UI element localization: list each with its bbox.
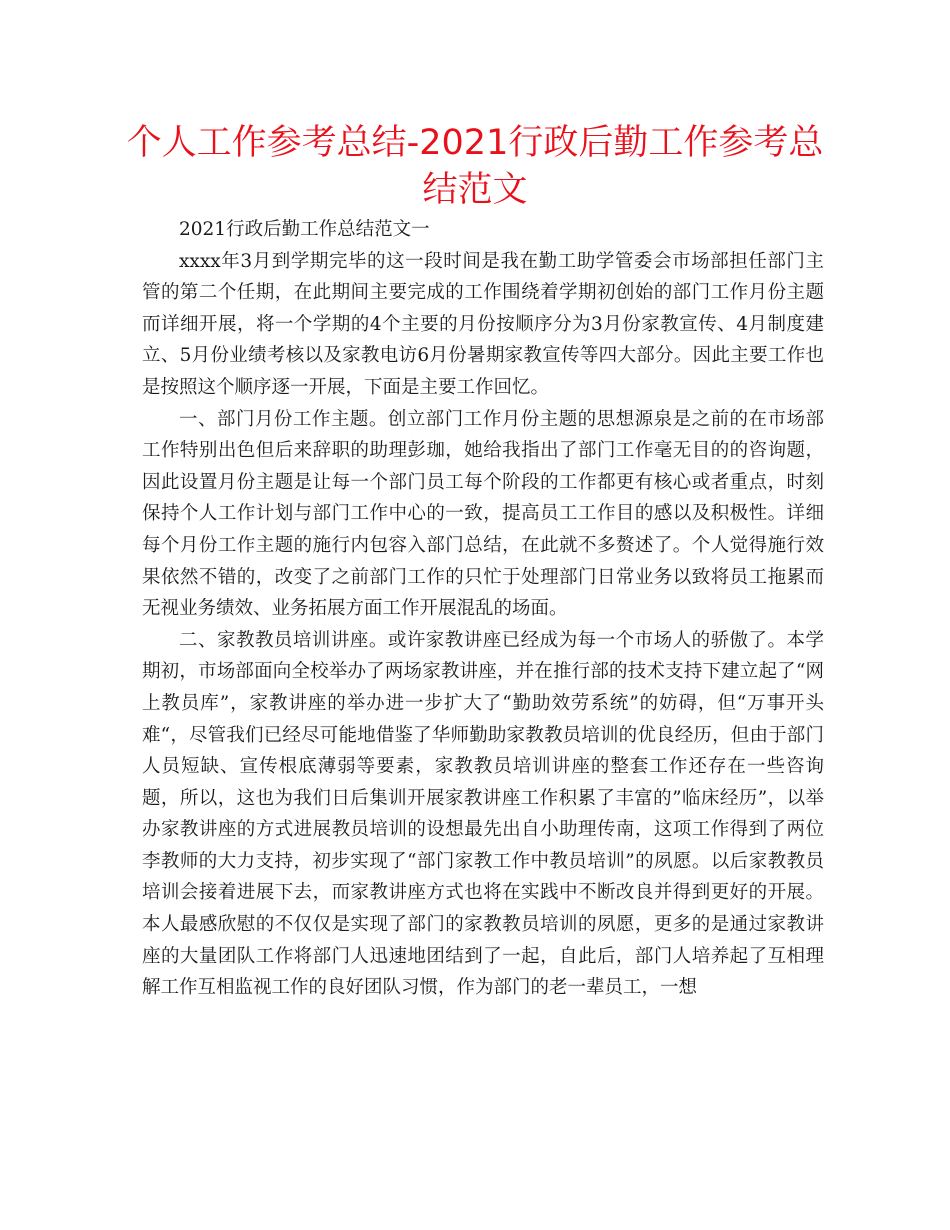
document-body <box>142 214 824 1004</box>
section-subtitle: 2021行政后勤工作总结范文一 <box>179 219 430 240</box>
paragraph-intro: xxxx年3月到学期完毕的这一段时间是我在勤工助学管委会市场部担任部门主管的第二个任期，在此期间主要完成的工作围绕着学期初创始的部门工作月份主题而详细开展，将一个学期的4个主要的月份按顺序分为3月份家教宣传、4月制度建立、5月份业绩考核以及家教电访6月份暑期家教宣传等四大部分。因此主要工作也是按照这个顺序逐一开展，下面是主要工作回忆。 <box>142 250 824 398</box>
paragraph-monthly-theme: 一、部门月份工作主题。创立部门工作月份主题的思想源泉是之前的在市场部工作特别出色但后来辞职的助理彭珈，她给我指出了部门工作毫无目的的咨询题，因此设置月份主题是让每一个部门员工每个阶段的工作都更有核心或者重点，时刻保持个人工作计划与部门工作中心的一致，提高员工工作目的感以及积极性。详细每个月份工作主题的施行内包容入部门总结，在此就不多赘述了。个人觉得施行效果依然不错的，改变了之前部门工作的只忙于处理部门日常业务以致将员工拖累而无视业务绩效、业务拓展方面工作开展混乱的场面。 <box>142 408 824 620</box>
document-title: 个人工作参考总结-2021行政后勤工作参考总结范文 <box>126 123 824 210</box>
paragraph-tutor-training: 二、家教教员培训讲座。或许家教讲座已经成为每一个市场人的骄傲了。本学期初，市场部面向全校举办了两场家教讲座，并在推行部的技术支持下建立起了“网上教员库”，家教讲座的举办进一步扩大了“勤助效劳系统”的妨碍，但“万事开头难“，尽管我们已经尽可能地借鉴了华师勤助家教教员培训的优良经历，但由于部门人员短缺、宣传根底薄弱等要素，家教教员培训讲座的整套工作还存在一些咨询题，所以，这也为我们日后集训开展家教讲座工作积累了丰富的”临床经历”，以举办家教讲座的方式进展教员培训的设想最先出自小助理传南，这项工作得到了两位李教师的大力支持，初步实现了“部门家教工作中教员培训”的夙愿。以后家教教员培训会接着进展下去，而家教讲座方式也将在实践中不断改良并得到更好的开展。本人最感欣慰的不仅仅是实现了部门的家教教员培训的夙愿，更多的是通过家教讲座的大量团队工作将部门人迅速地团结到了一起，自此后，部门人培养起了互相理解工作互相监视工作的良好团队习惯，作为部门的老一辈员工，一想 <box>142 629 824 999</box>
